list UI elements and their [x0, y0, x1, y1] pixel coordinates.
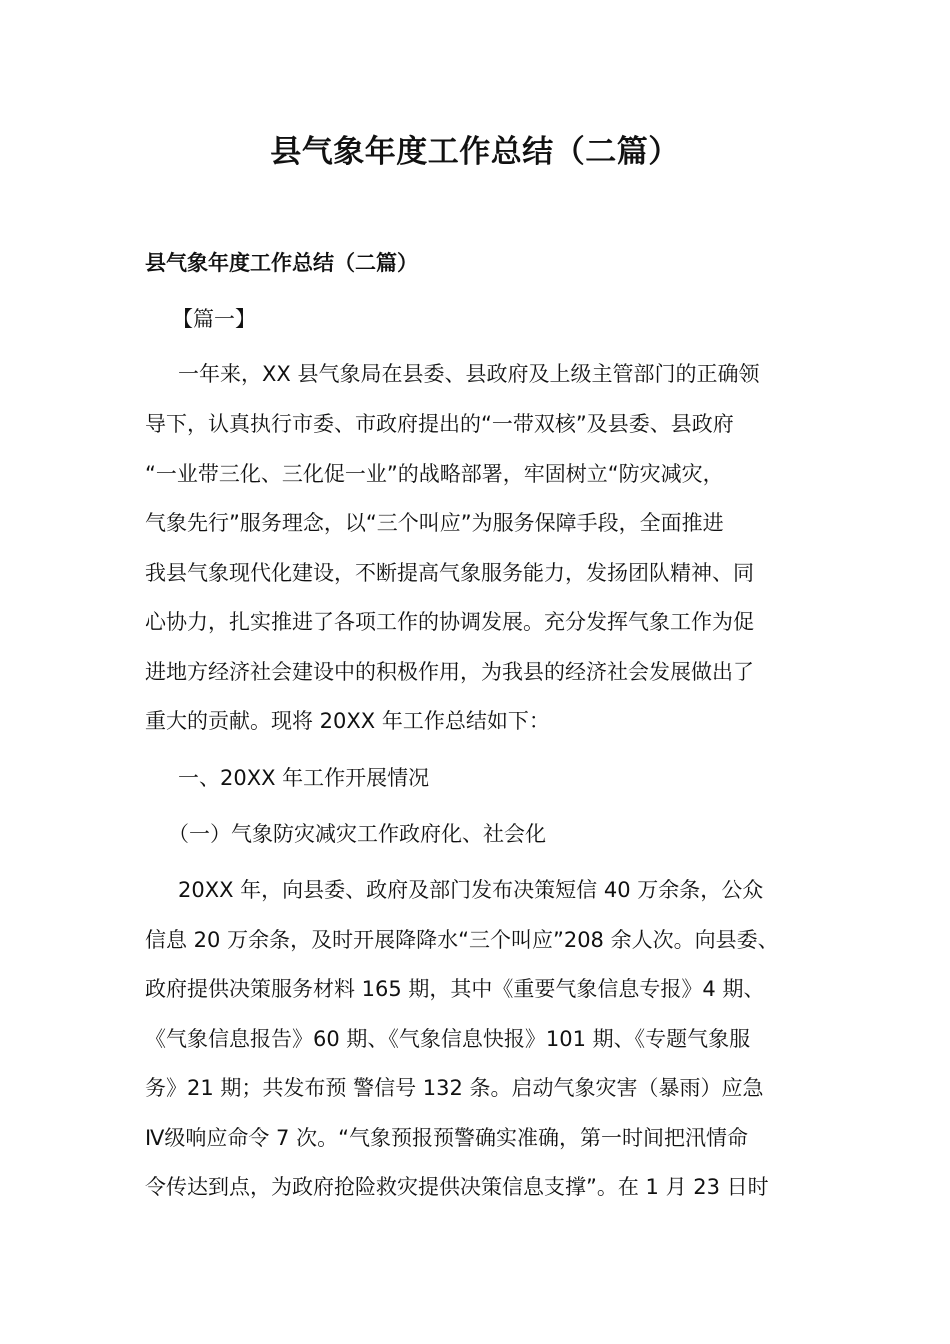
document-subtitle: 县气象年度工作总结（二篇） [145, 251, 418, 275]
paragraph-line: 重大的贡献。现将 20XX 年工作总结如下： [145, 709, 550, 733]
paragraph-line: 《气象信息报告》60 期、《气象信息快报》101 期、《专题气象服 [145, 1027, 751, 1051]
paragraph-line: 气象先行”服务理念，以“三个叫应”为服务保障手段，全面推进 [145, 511, 724, 535]
paragraph-line: 心协力，扎实推进了各项工作的协调发展。充分发挥气象工作为促 [145, 610, 754, 634]
paragraph-line: 令传达到点，为政府抢险救灾提供决策信息支撑”。在 1 月 23 日时 [145, 1175, 769, 1199]
paragraph-line: 20XX 年，向县委、政府及部门发布决策短信 40 万余条，公众 [178, 878, 764, 902]
section-heading: 一、20XX 年工作开展情况 [178, 766, 430, 790]
paragraph-line: 务》21 期；共发布预 警信号 132 条。启动气象灾害（暴雨）应急 [145, 1076, 764, 1100]
paragraph-line: 导下，认真执行市委、市政府提出的“一带双核”及县委、县政府 [145, 412, 734, 436]
paragraph-line: 我县气象现代化建设，不断提高气象服务能力，发扬团队精神、同 [145, 561, 754, 585]
section-label: 【篇一】 [172, 307, 256, 331]
paragraph-line: “一业带三化、三化促一业”的战略部署，牢固树立“防灾减灾， [145, 462, 724, 486]
paragraph-line: 进地方经济社会建设中的积极作用，为我县的经济社会发展做出了 [145, 660, 754, 684]
subsection-heading: （一）气象防灾减灾工作政府化、社会化 [168, 822, 546, 846]
document-title: 县气象年度工作总结（二篇） [270, 134, 680, 170]
paragraph-line: 一年来，XX 县气象局在县委、县政府及上级主管部门的正确领 [178, 362, 760, 386]
paragraph-line: Ⅳ级响应命令 7 次。“气象预报预警确实准确，第一时间把汛情命 [145, 1126, 748, 1150]
paragraph-line: 信息 20 万余条，及时开展降降水“三个叫应”208 余人次。向县委、 [145, 928, 779, 952]
paragraph-line: 政府提供决策服务材料 165 期，其中《重要气象信息专报》4 期、 [145, 977, 765, 1001]
